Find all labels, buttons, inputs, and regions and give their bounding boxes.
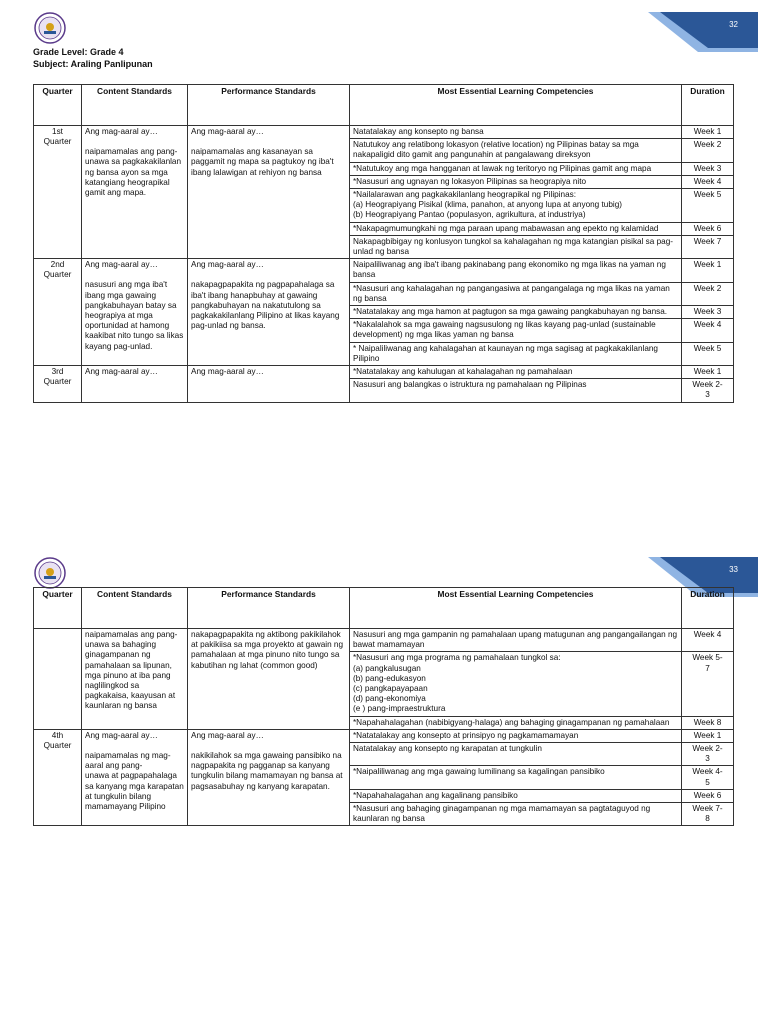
header-duration: Duration (682, 588, 734, 629)
content-standard: Ang mag-aaral ay… nasusuri ang mga iba't ibang mga gawaing pangkabuhayan batay sa heograpiya at mga oportunidad at hamong kaakibat nito tungo sa likas kayang pag-unlad. (82, 259, 188, 366)
duration: Week 1 (682, 126, 734, 139)
duration: Week 3 (682, 162, 734, 175)
content-standard: Ang mag-aaral ay… naipamamalas ng mag- aaral ang pang- unawa at pagpapahalaga sa kanyang mga karapatan at tungkulin bilang mamamayang Pilipino (82, 729, 188, 826)
page-number: 32 (729, 20, 738, 29)
competency: *Nakalalahok sa mga gawaing nagsusulong ng likas kayang pag-unlad (sustainable development) ng mga likas yaman ng bansa (350, 319, 682, 342)
table-row (34, 366, 734, 379)
duration: Week 7 (682, 235, 734, 258)
competency: *Natatalakay ang mga hamon at pagtugon sa mga gawaing pangkabuhayan ng bansa. (350, 306, 682, 319)
table-row (34, 729, 734, 742)
header-competencies: Most Essential Learning Competencies (350, 85, 682, 126)
duration: Week 4 (682, 629, 734, 652)
duration: Week 4- 5 (682, 766, 734, 789)
duration: Week 4 (682, 175, 734, 188)
performance-standard: Ang mag-aaral ay… (188, 366, 350, 403)
duration: Week 2 (682, 282, 734, 305)
competency: *Nailalarawan ang pagkakakilanlang heograpikal ng Pilipinas: (a) Heograpiyang Pisikal (klima, panahon, at anyong lupa at anyong tubig) (b) Heograpiyang Pantao (populasyon, agrikultura, at industriya) (350, 189, 682, 223)
table-row (34, 629, 734, 652)
quarter-label: 3rd Quarter (34, 366, 82, 403)
competency: Nasusuri ang mga gampanin ng pamahalaan upang matugunan ang pangangailangan ng bawat mamamayan (350, 629, 682, 652)
page-number: 33 (729, 565, 738, 574)
competency: Natutukoy ang relatibong lokasyon (relative location) ng Pilipinas batay sa mga nakapaligid dito gamit ang pangunahin at pangalawang direksyon (350, 139, 682, 162)
grade-level: Grade Level: Grade 4 (33, 47, 124, 57)
header-content-standards: Content Standards (82, 85, 188, 126)
competency: * Naipaliliwanag ang kahalagahan at kaunayan ng mga sagisag at pagkakakilanlang Pilipino (350, 342, 682, 365)
competency: *Natatalakay ang kahulugan at kahalagahan ng pamahalaan (350, 366, 682, 379)
competency: *Napahahalagahan ang kagalinang pansibiko (350, 789, 682, 802)
table-row (34, 126, 734, 139)
quarter-label (34, 629, 82, 730)
duration: Week 1 (682, 366, 734, 379)
performance-standard: Ang mag-aaral ay… naipamamalas ang kasanayan sa paggamit ng mapa sa pagtukoy ng iba't ibang lalawigan at rehiyon ng bansa (188, 126, 350, 259)
deped-seal-icon (34, 557, 66, 589)
performance-standard: Ang mag-aaral ay… nakapagpapakita ng pagpapahalaga sa iba't ibang hanapbuhay at gawaing pangkabuhayan na nakatutulong sa pagkakakilanlang Pilipino at likas kayang pag-unlad ng bansa. (188, 259, 350, 366)
quarter-label: 1st Quarter (34, 126, 82, 259)
competency: Nakapagbibigay ng konlusyon tungkol sa kahalagahan ng mga katangian pisikal sa pag- unlad ng bansa (350, 235, 682, 258)
duration: Week 7- 8 (682, 803, 734, 826)
content-standard: naipamamalas ang pang- unawa sa bahaging ginagampanan ng pamahalaan sa lipunan, mga pinuno at iba pang naglilingkod sa pagkakaisa, kaayusan at kaunlaran ng bansa (82, 629, 188, 730)
deped-seal-icon (34, 12, 66, 44)
duration: Week 5 (682, 189, 734, 223)
table-row (34, 259, 734, 282)
competency: Naipaliliwanag ang iba't ibang pakinabang pang ekonomiko ng mga likas na yaman ng bansa (350, 259, 682, 282)
duration: Week 1 (682, 729, 734, 742)
header-quarter: Quarter (34, 85, 82, 126)
competency: *Nasusuri ang kahalagahan ng pangangasiwa at pangangalaga ng mga likas na yaman ng bansa (350, 282, 682, 305)
duration: Week 6 (682, 222, 734, 235)
quarter-label: 4th Quarter (34, 729, 82, 826)
page-banner (648, 12, 758, 52)
header-performance-standards: Performance Standards (188, 85, 350, 126)
duration: Week 3 (682, 306, 734, 319)
duration: Week 5- 7 (682, 652, 734, 716)
table-header-row (34, 588, 734, 629)
duration: Week 5 (682, 342, 734, 365)
curriculum-table-p2 (33, 587, 734, 826)
table-header-row (34, 85, 734, 126)
duration: Week 4 (682, 319, 734, 342)
duration: Week 6 (682, 789, 734, 802)
competency: *Nasusuri ang mga programa ng pamahalaan tungkol sa: (a) pangkalusugan (b) pang-edukasyon (c) pangkapayapaan (d) pang-ekonomiya (e ) pang-impraestruktura (350, 652, 682, 716)
duration: Week 1 (682, 259, 734, 282)
competency: *Nasusuri ang ugnayan ng lokasyon Pilipinas sa heograpiya nito (350, 175, 682, 188)
competency: *Nasusuri ang bahaging ginagampanan ng mga mamamayan sa pagtataguyod ng kaunlaran ng bansa (350, 803, 682, 826)
header-performance-standards: Performance Standards (188, 588, 350, 629)
competency: Nasusuri ang balangkas o istruktura ng pamahalaan ng Pilipinas (350, 379, 682, 402)
duration: Week 2- 3 (682, 379, 734, 402)
quarter-label: 2nd Quarter (34, 259, 82, 366)
header-quarter: Quarter (34, 588, 82, 629)
duration: Week 2 (682, 139, 734, 162)
duration: Week 8 (682, 716, 734, 729)
page-33 (0, 545, 768, 1024)
header-duration: Duration (682, 85, 734, 126)
performance-standard: nakapagpapakita ng aktibong pakikilahok at pakikiisa sa mga proyekto at gawain ng pamahalaan at mga pinuno nito tungo sa kabutihan ng lahat (common good) (188, 629, 350, 730)
competency: *Natatalakay ang konsepto at prinsipyo ng pagkamamamayan (350, 729, 682, 742)
competency: *Natutukoy ang mga hangganan at lawak ng teritoryo ng Pilipinas gamit ang mapa (350, 162, 682, 175)
competency: Natatalakay ang konsepto ng karapatan at tungkulin (350, 743, 682, 766)
curriculum-table-p1 (33, 84, 734, 403)
header-competencies: Most Essential Learning Competencies (350, 588, 682, 629)
duration: Week 2- 3 (682, 743, 734, 766)
header-content-standards: Content Standards (82, 588, 188, 629)
subject: Subject: Araling Panlipunan (33, 59, 153, 69)
competency: Natatalakay ang konsepto ng bansa (350, 126, 682, 139)
competency: *Nakapagmumungkahi ng mga paraan upang mabawasan ang epekto ng kalamidad (350, 222, 682, 235)
content-standard: Ang mag-aaral ay… naipamamalas ang pang- unawa sa pagkakakilanlan ng bansa ayon sa mga katangiang heograpikal gamit ang mapa. (82, 126, 188, 259)
competency: *Napahahalagahan (nabibigyang-halaga) ang bahaging ginagampanan ng pamahalaan (350, 716, 682, 729)
page-32 (0, 0, 768, 510)
competency: *Naipaliliwanag ang mga gawaing lumilinang sa kagalingan pansibiko (350, 766, 682, 789)
content-standard: Ang mag-aaral ay… (82, 366, 188, 403)
performance-standard: Ang mag-aaral ay… nakikilahok sa mga gawaing pansibiko na nagpapakita ng pagganap sa kanyang tungkulin bilang mamamayan ng bansa at pagsasabuhay ng kanyang karapatan. (188, 729, 350, 826)
